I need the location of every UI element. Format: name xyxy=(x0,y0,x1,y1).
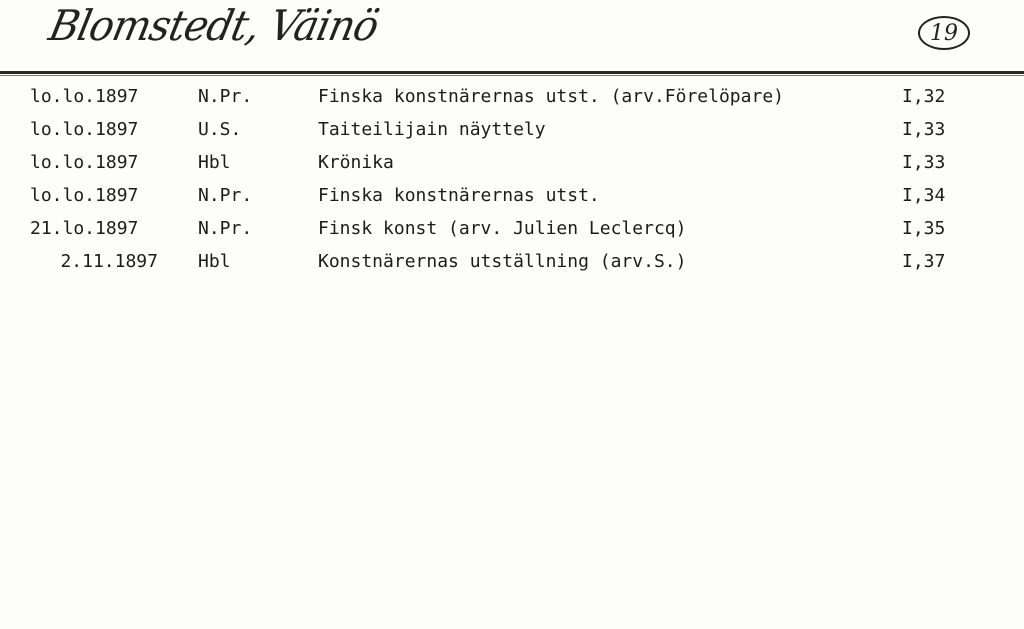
entry-list xyxy=(0,86,1024,284)
entry-row xyxy=(0,86,1024,119)
entry-date: lo.lo.1897 xyxy=(30,119,139,140)
entry-row xyxy=(0,185,1024,218)
entry-title: Finsk konst (arv. Julien Leclercq) xyxy=(318,218,687,239)
entry-source: N.Pr. xyxy=(198,185,253,206)
entry-title: Konstnärernas utställning (arv.S.) xyxy=(318,251,687,272)
entry-row xyxy=(0,218,1024,251)
entry-row xyxy=(0,251,1024,284)
entry-date: lo.lo.1897 xyxy=(30,152,139,173)
entry-source: U.S. xyxy=(198,119,242,140)
header-divider-thin xyxy=(0,75,1024,76)
entry-reference: I,32 xyxy=(902,86,946,107)
entry-title: Taiteilijain näyttely xyxy=(318,119,546,140)
entry-date: lo.lo.1897 xyxy=(30,185,139,206)
card-number-circled: 19 xyxy=(918,16,970,50)
entry-date: 2.11.1897 xyxy=(60,251,158,272)
entry-source: N.Pr. xyxy=(198,218,253,239)
header-divider xyxy=(0,71,1024,74)
card-heading-handwritten: Blomstedt, Väinö xyxy=(44,2,383,51)
entry-reference: I,35 xyxy=(902,218,946,239)
entry-source: Hbl xyxy=(198,152,231,173)
entry-reference: I,33 xyxy=(902,119,946,140)
entry-title: Finska konstnärernas utst. (arv.Förelöpare) xyxy=(318,86,784,107)
entry-title: Finska konstnärernas utst. xyxy=(318,185,600,206)
entry-date: lo.lo.1897 xyxy=(30,86,139,107)
entry-source: N.Pr. xyxy=(198,86,253,107)
entry-reference: I,37 xyxy=(902,251,946,272)
entry-reference: I,34 xyxy=(902,185,946,206)
entry-source: Hbl xyxy=(198,251,231,272)
entry-row xyxy=(0,119,1024,152)
entry-reference: I,33 xyxy=(902,152,946,173)
entry-date: 21.lo.1897 xyxy=(30,218,139,239)
entry-row xyxy=(0,152,1024,185)
entry-title: Krönika xyxy=(318,152,394,173)
